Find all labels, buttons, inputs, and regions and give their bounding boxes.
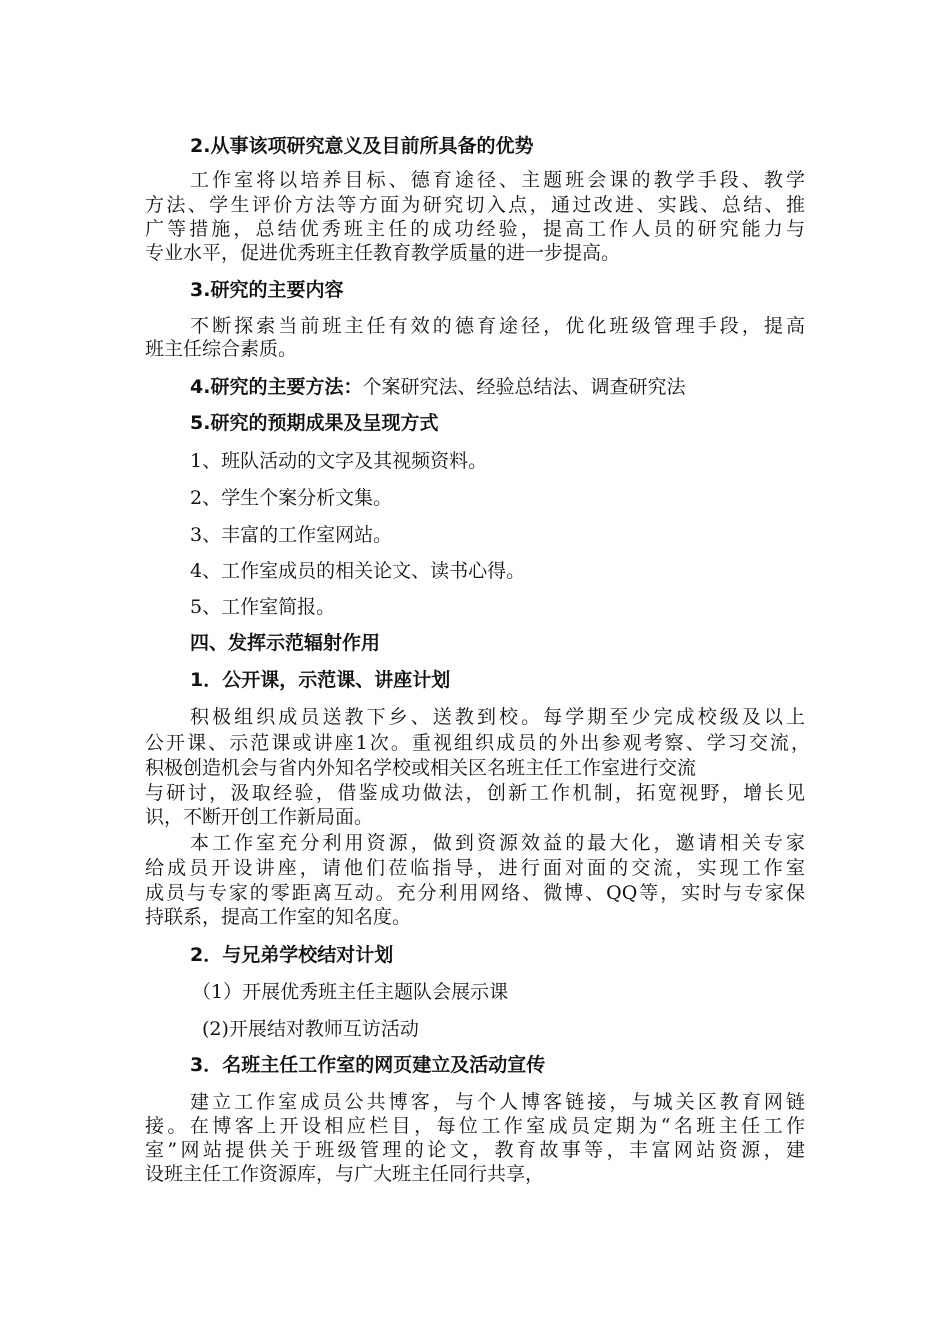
section-2-heading: 2.从事该项研究意义及目前所具备的优势 [190, 135, 534, 157]
list-item: 5、工作室简报。 [190, 596, 336, 618]
paragraph-line: 广等措施，总结优秀班主任的成功经验，提高工作人员的研究能力与 [145, 218, 805, 240]
paragraph-line: 专业水平，促进优秀班主任教育教学质量的进一步提高。 [145, 242, 621, 264]
section-5-heading: 5.研究的预期成果及呈现方式 [190, 412, 439, 434]
paragraph-line: 成员与专家的零距离互动。充分利用网络、微博、QQ等，实时与专家保 [145, 882, 805, 904]
paragraph-line: 积极创造机会与省内外知名学校或相关区名班主任工作室进行交流 [145, 757, 697, 779]
list-item: （1）开展优秀班主任主题队会展示课 [192, 981, 509, 1003]
section-3-heading: 3.研究的主要内容 [190, 279, 344, 301]
paragraph-line: 班主任综合素质。 [145, 338, 298, 360]
list-item: 1、班队活动的文字及其视频资料。 [190, 450, 488, 472]
paragraph-line: 接。在博客上开设相应栏目，每位工作室成员定期为“名班主任工作 [145, 1115, 805, 1137]
list-item: 4、工作室成员的相关论文、读书心得。 [190, 560, 526, 582]
paragraph-line: 工作室将以培养目标、德育途径、主题班会课的教学手段、教学 [190, 169, 805, 191]
subsection-2-heading: 2．与兄弟学校结对计划 [190, 944, 394, 966]
paragraph-line: 识，不断开创工作新局面。 [145, 806, 374, 828]
paragraph-line: 持联系，提高工作室的知名度。 [145, 906, 412, 928]
part-4-heading: 四、发挥示范辐射作用 [190, 632, 381, 654]
paragraph-line: 与研讨，汲取经验，借鉴成功做法，创新工作机制，拓宽视野，增长见 [145, 782, 805, 804]
list-item: 2、学生个案分析文集。 [190, 487, 393, 509]
paragraph-line: 给成员开设讲座，请他们莅临指导，进行面对面的交流，实现工作室 [145, 857, 805, 879]
paragraph-line: 不断探索当前班主任有效的德育途径，优化班级管理手段，提高 [190, 315, 805, 337]
paragraph-line: 积极组织成员送教下乡、送教到校。每学期至少完成校级及以上 [190, 706, 805, 728]
paragraph-line: 建立工作室成员公共博客，与个人博客链接，与城关区教育网链 [190, 1091, 805, 1113]
list-item: (2)开展结对教师互访活动 [202, 1018, 419, 1040]
paragraph-line: 方法、学生评价方法等方面为研究切入点，通过改进、实践、总结、推 [145, 194, 805, 216]
subsection-3-heading: 3．名班主任工作室的网页建立及活动宣传 [190, 1054, 546, 1076]
section-4-line [190, 374, 685, 400]
section-4-text: 个案研究法、经验总结法、调查研究法 [362, 376, 686, 398]
paragraph-line: 公开课、示范课或讲座1次。重视组织成员的外出参观考察、学习交流， [145, 732, 810, 754]
subsection-1-heading: 1．公开课，示范课、讲座计划 [190, 669, 451, 691]
section-4-heading: 4.研究的主要方法： [190, 376, 363, 398]
paragraph-line: 本工作室充分利用资源，做到资源效益的最大化，邀请相关专家 [190, 832, 805, 854]
paragraph-line: 设班主任工作资源库，与广大班主任同行共享， [145, 1163, 545, 1185]
paragraph-line: 室”网站提供关于班级管理的论文，教育故事等，丰富网站资源，建 [145, 1139, 805, 1161]
list-item: 3、丰富的工作室网站。 [190, 524, 393, 546]
